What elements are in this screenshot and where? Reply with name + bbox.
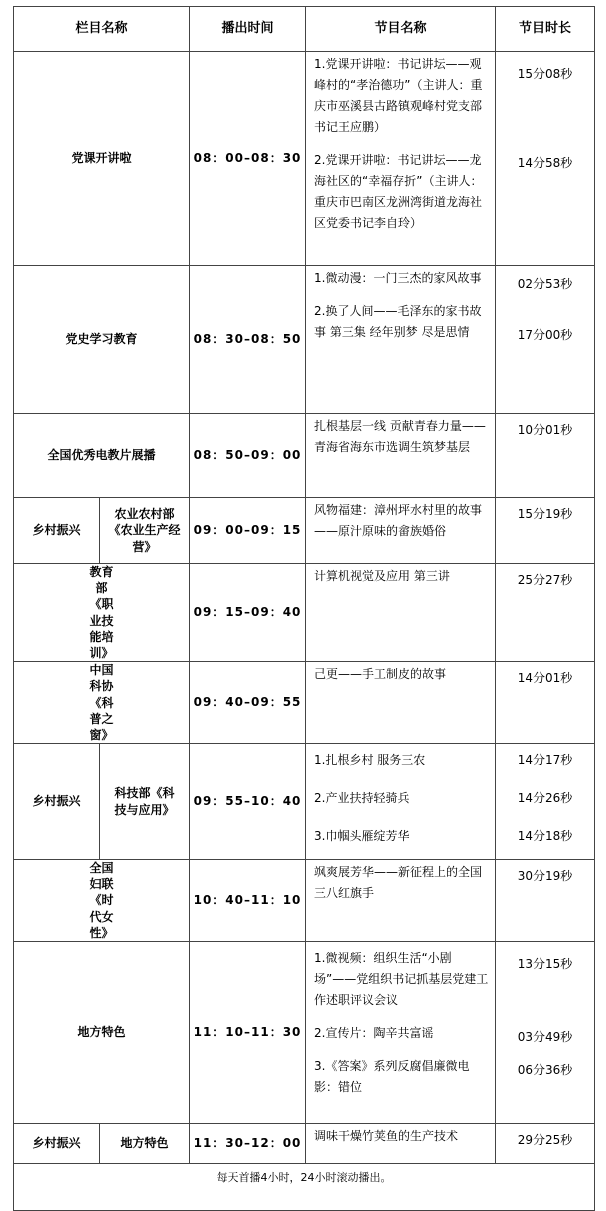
duration-value: 06分36秒 (517, 1063, 573, 1077)
duration-value: 14分01秒 (517, 671, 573, 686)
category-cell: 党课开讲啦 (14, 52, 190, 266)
duration-value: 14分17秒 (517, 753, 573, 768)
duration-value: 14分58秒 (517, 156, 573, 170)
time-cell: 08：50–09：00 (190, 414, 306, 498)
header-column-name: 栏目名称 (14, 7, 190, 52)
duration-cell (496, 498, 595, 564)
category-cell: 教育部《职业技能培训》 (14, 564, 190, 662)
program-item: 己更——手工制皮的故事 (314, 667, 447, 682)
duration-cell (496, 414, 595, 498)
program-item: 2.党课开讲啦：书记讲坛——龙海社区的“幸福存折”（主讲人：重庆市巴南区龙洲湾街道龙海社区党委书记李自玲） (314, 153, 483, 230)
duration-value: 14分18秒 (517, 829, 573, 844)
subcategory-cell: 科技部《科技与应用》 (100, 744, 190, 860)
table-row (14, 52, 595, 266)
category-cell: 中国科协《科普之窗》 (14, 662, 190, 744)
program-item: 飒爽展芳华——新征程上的全国三八红旗手 (314, 865, 483, 901)
program-cell (306, 564, 496, 662)
program-item: 1.党课开讲啦：书记讲坛——观峰村的“孝治德功”（主讲人：重庆市巫溪县古路镇观峰村党支部书记王应鹏） (314, 57, 483, 134)
schedule-table (13, 6, 595, 1211)
subcategory-cell: 农业农村部《农业生产经营》 (100, 498, 190, 564)
time-cell: 09：15–09：40 (190, 564, 306, 662)
program-item: 2.产业扶持轻骑兵 (314, 791, 410, 806)
table-row (14, 266, 595, 414)
program-item: 2.换了人间——毛泽东的家书故事 第三集 经年别梦 尽是思情 (314, 304, 482, 339)
duration-value: 30分19秒 (517, 869, 573, 884)
table-row (14, 1124, 595, 1164)
program-item: 1.微视频：组织生活“小剧场”——党组织书记抓基层党建工作述职评议会议 (314, 951, 489, 1007)
duration-cell (496, 1124, 595, 1164)
duration-value: 29分25秒 (517, 1133, 573, 1147)
program-cell (306, 52, 496, 266)
program-cell (306, 414, 496, 498)
category-cell: 全国妇联《时代女性》 (14, 860, 190, 942)
program-cell (306, 744, 496, 860)
category-cell: 乡村振兴 (14, 1124, 100, 1164)
footer-note: 每天首播4小时，24小时滚动播出。 (14, 1164, 595, 1211)
time-cell: 09：40–09：55 (190, 662, 306, 744)
program-cell (306, 498, 496, 564)
program-item: 扎根基层一线 贡献青春力量——青海省海东市选调生筑梦基层 (314, 419, 486, 454)
time-cell: 11：10–11：30 (190, 942, 306, 1124)
time-cell: 11：30–12：00 (190, 1124, 306, 1164)
program-item: 2.宣传片：陶辛共富谣 (314, 1026, 434, 1040)
program-cell (306, 266, 496, 414)
duration-value: 02分53秒 (517, 277, 573, 291)
duration-value: 13分15秒 (517, 957, 573, 971)
duration-value: 15分08秒 (517, 67, 573, 81)
program-item: 3.《答案》系列反腐倡廉微电影：错位 (314, 1059, 470, 1094)
header-row (14, 7, 595, 52)
subcategory-cell: 地方特色 (100, 1124, 190, 1164)
table-row (14, 744, 595, 860)
time-cell: 08：00–08：30 (190, 52, 306, 266)
table-row (14, 942, 595, 1124)
program-item: 1.微动漫：一门三杰的家风故事 (314, 271, 482, 285)
program-cell (306, 942, 496, 1124)
program-cell (306, 860, 496, 942)
duration-value: 17分00秒 (517, 328, 573, 342)
time-cell: 08：30–08：50 (190, 266, 306, 414)
header-program-duration: 节目时长 (496, 7, 595, 52)
duration-cell (496, 860, 595, 942)
duration-cell (496, 52, 595, 266)
duration-value: 14分26秒 (517, 791, 573, 806)
duration-value: 25分27秒 (517, 573, 573, 587)
program-item: 3.巾帼头雁绽芳华 (314, 829, 410, 844)
duration-cell (496, 662, 595, 744)
duration-cell (496, 266, 595, 414)
table-row (14, 662, 595, 744)
time-cell: 09：55–10：40 (190, 744, 306, 860)
duration-value: 10分01秒 (517, 423, 573, 437)
category-cell: 乡村振兴 (14, 498, 100, 564)
table-row (14, 414, 595, 498)
duration-cell (496, 564, 595, 662)
table-row (14, 860, 595, 942)
table-row (14, 498, 595, 564)
header-broadcast-time: 播出时间 (190, 7, 306, 52)
program-cell (306, 1124, 496, 1164)
category-cell: 党史学习教育 (14, 266, 190, 414)
category-cell: 地方特色 (14, 942, 190, 1124)
program-item: 1.扎根乡村 服务三农 (314, 753, 426, 768)
duration-value: 15分19秒 (517, 507, 573, 521)
program-item: 风物福建：漳州坪水村里的故事——原汁原味的畲族婚俗 (314, 503, 483, 538)
duration-cell (496, 744, 595, 860)
duration-value: 03分49秒 (517, 1030, 573, 1044)
time-cell: 10：40–11：10 (190, 860, 306, 942)
table-row (14, 564, 595, 662)
header-program-name: 节目名称 (306, 7, 496, 52)
duration-cell (496, 942, 595, 1124)
program-cell (306, 662, 496, 744)
time-cell: 09：00–09：15 (190, 498, 306, 564)
program-item: 调味干燥竹荚鱼的生产技术 (314, 1129, 459, 1143)
category-cell: 全国优秀电教片展播 (14, 414, 190, 498)
program-item: 计算机视觉及应用 第三讲 (314, 569, 450, 583)
category-cell: 乡村振兴 (14, 744, 100, 860)
footer-row (14, 1164, 595, 1211)
